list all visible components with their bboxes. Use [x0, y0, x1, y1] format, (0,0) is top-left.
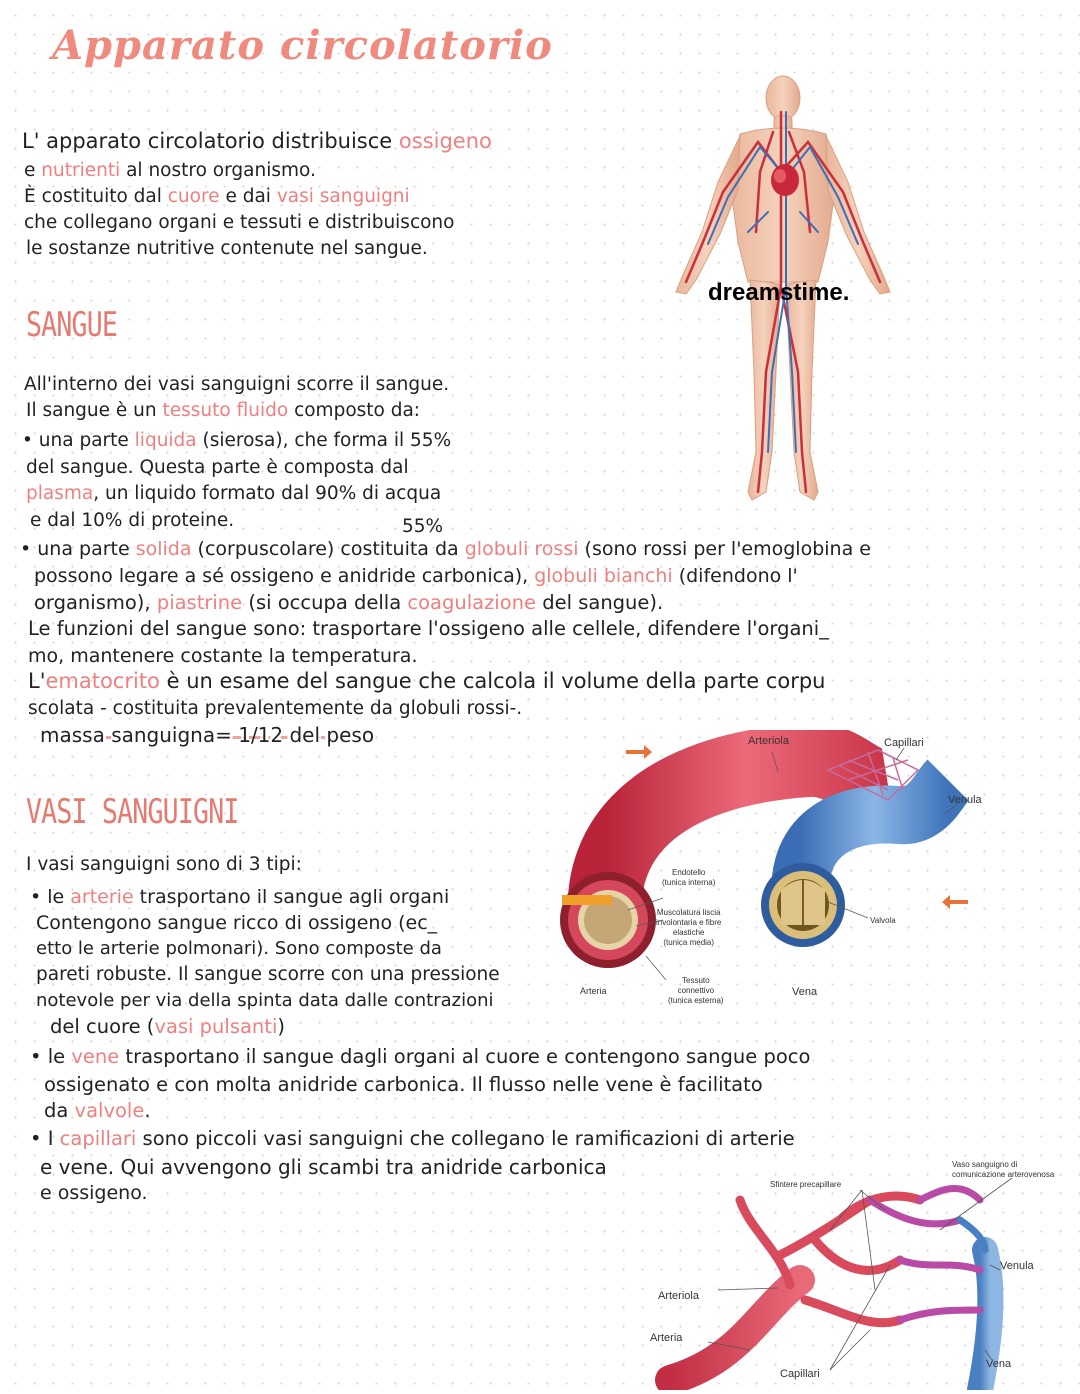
- vasi-line-7: [50, 1014, 285, 1040]
- vaso-text: Vaso sanguigno di: [952, 1160, 1018, 1169]
- highlight-nutrienti: nutrienti: [41, 160, 121, 181]
- circulatory-body-figure: [668, 72, 898, 512]
- vasi-line-4: etto le arterie polmonari). Sono composte da: [36, 938, 442, 959]
- muscolatura-text-2: involontaria e fibre: [656, 918, 722, 927]
- text: • una parte: [20, 538, 136, 560]
- text: del cuore (: [50, 1015, 155, 1038]
- vasi-line-12: e vene. Qui avvengono gli scambi tra anidride carbonica: [40, 1155, 607, 1179]
- vasi-line-6: notevole per via della spinta data dalle contrazioni: [36, 990, 494, 1011]
- highlight-valvole: valvole: [74, 1099, 145, 1122]
- tessuto-sub: (tunica esterna): [668, 996, 724, 1005]
- intro-line-3: [24, 184, 410, 210]
- text: (si occupa della: [242, 591, 408, 614]
- tessuto-text-2: connettivo: [677, 986, 715, 995]
- intro-text: e: [24, 160, 42, 181]
- sangue-line-2: [26, 398, 420, 424]
- sangue-line-12: [28, 668, 825, 694]
- vaso-text-2: comunicazione arterovenosa: [952, 1170, 1055, 1179]
- highlight-vasi: vasi sanguigni: [276, 186, 410, 207]
- text: (sono rossi per l'emoglobina e: [578, 538, 871, 560]
- highlight-tessuto-fluido: tessuto fluido: [162, 400, 289, 421]
- highlight-coagulazione: coagulazione: [407, 591, 537, 614]
- sangue-line-3: [22, 428, 451, 454]
- label-arteriola-2: Arteriola: [658, 1290, 699, 1302]
- highlight-globuli-bianchi: globuli bianchi: [534, 565, 673, 587]
- text: Il sangue è un: [26, 400, 163, 421]
- muscolatura-text-3: elastiche: [672, 928, 705, 937]
- highlight-capillari: capillari: [59, 1127, 137, 1150]
- vasi-line-5: pareti robuste. Il sangue scorre con una pressione: [36, 964, 500, 985]
- sangue-line-7: [20, 536, 871, 562]
- intro-line-1: [22, 128, 492, 154]
- text: • le: [30, 886, 71, 908]
- highlight-liquida: liquida: [134, 430, 197, 451]
- label-vena-2: Vena: [986, 1358, 1012, 1370]
- vasi-line-13: e ossigeno.: [40, 1182, 148, 1204]
- vasi-line-9: ossigenato e con molta anidride carbonica. Il flusso nelle vene è facilitato: [44, 1073, 763, 1096]
- heading-vasi-sanguigni: VASI SANGUIGNI: [26, 792, 239, 832]
- intro-text: e dai: [219, 186, 277, 207]
- label-capillari: Capillari: [884, 737, 924, 749]
- label-tessuto: [668, 976, 724, 1006]
- label-venula: Venula: [948, 794, 982, 806]
- text: • I: [30, 1127, 60, 1150]
- label-arteria: Arteria: [580, 986, 607, 996]
- sangue-line-11: mo, mantenere costante la temperatura.: [28, 645, 418, 667]
- vasi-line-2: [30, 884, 449, 910]
- text: da: [44, 1099, 75, 1122]
- muscolatura-text: Muscolatura liscia: [656, 908, 721, 917]
- sangue-line-8: [34, 563, 798, 589]
- intro-line-2: [24, 158, 316, 184]
- sangue-line-13: scolata - costituita prevalentemente da globuli rossi-.: [28, 698, 523, 719]
- highlight-ossigeno: ossigeno: [398, 129, 492, 153]
- text: è un esame del sangue che calcola il volume della parte corpu: [159, 669, 826, 693]
- text: (corpuscolare) costituita da: [191, 538, 465, 560]
- text: , un liquido formato dal 90% di acqua: [93, 483, 442, 504]
- text: • le: [30, 1045, 72, 1068]
- label-arteriola: Arteriola: [748, 735, 789, 747]
- heading-sangue: SANGUE: [26, 305, 118, 345]
- sangue-line-5: [26, 481, 441, 507]
- muscolatura-sub: (tunica media): [663, 938, 715, 947]
- highlight-cuore: cuore: [167, 186, 220, 207]
- vasi-line-11: [30, 1126, 795, 1152]
- intro-text: al nostro organismo.: [120, 160, 316, 181]
- text: ): [277, 1015, 285, 1038]
- text: trasportano il sangue agli organi: [133, 886, 450, 908]
- vasi-line-1: I vasi sanguigni sono di 3 tipi:: [26, 854, 302, 875]
- sangue-line-4: del sangue. Questa parte è composta dal: [26, 457, 409, 478]
- intro-text: È costituito dal: [24, 186, 168, 207]
- text: .: [144, 1099, 151, 1122]
- label-arteria-2: Arteria: [650, 1332, 683, 1344]
- label-sfintere-precapillare: Sfintere precapillare: [770, 1180, 842, 1189]
- text: sono piccoli vasi sanguigni che collegano le ramificazioni di arterie: [136, 1127, 795, 1150]
- sangue-55-note: 55%: [402, 516, 444, 537]
- sangue-line-10: Le funzioni del sangue sono: trasportare l'ossigeno alle cellele, difendere l'organi_: [28, 617, 829, 640]
- text: • una parte: [22, 430, 135, 451]
- label-endotelio: [662, 868, 715, 888]
- label-muscolatura: [656, 908, 721, 948]
- text: (sierosa), che forma il 55%: [196, 430, 452, 451]
- vasi-line-8: [30, 1044, 810, 1070]
- vasi-line-3: Contengono sangue ricco di ossigeno (ec_: [36, 912, 438, 934]
- text: composto da:: [288, 400, 421, 421]
- capillary-network-diagram: [640, 1160, 1060, 1390]
- sangue-line-1: All'interno dei vasi sanguigni scorre il sangue.: [24, 374, 450, 395]
- vasi-line-10: [44, 1098, 151, 1124]
- label-vena: Vena: [792, 986, 818, 998]
- highlight-solida: solida: [135, 538, 192, 560]
- blood-vessel-diagram: [548, 730, 1008, 1020]
- endotelio-sub: (tunica interna): [662, 878, 716, 887]
- label-capillari-2: Capillari: [780, 1368, 820, 1380]
- intro-line-4: che collegano organi e tessuti e distribuiscono: [24, 212, 455, 233]
- label-venula-2: Venula: [1000, 1260, 1034, 1272]
- intro-text: L' apparato circolatorio distribuisce: [22, 129, 399, 153]
- watermark: dreamstime.: [708, 279, 850, 306]
- intro-line-5: le sostanze nutritive contenute nel sangue.: [26, 238, 428, 259]
- sangue-line-6: e dal 10% di proteine.: [30, 510, 235, 531]
- endotelio-text: Endotelio: [672, 868, 706, 877]
- highlight-plasma: plasma: [26, 483, 94, 504]
- label-valvola: Valvola: [870, 916, 896, 925]
- highlight-ematocrito: ematocrito: [45, 669, 160, 693]
- highlight-arterie: arterie: [70, 886, 134, 908]
- tessuto-text: Tessuto: [682, 976, 710, 985]
- text: (difendono l': [672, 565, 798, 587]
- highlight-vene: vene: [71, 1045, 120, 1068]
- highlight-vasi-pulsanti: vasi pulsanti: [154, 1015, 278, 1038]
- text: trasportano il sangue dagli organi al cuore e contengono sangue poco: [119, 1045, 811, 1068]
- text: L': [28, 669, 46, 693]
- text: del sangue).: [536, 591, 664, 614]
- highlight-globuli-rossi: globuli rossi: [464, 538, 579, 560]
- sangue-massa-sanguigna: massa sanguigna= 1/12 del peso: [40, 723, 375, 747]
- highlight-piastrine: piastrine: [156, 591, 243, 614]
- page-title: Apparato circolatorio: [52, 22, 553, 69]
- text: possono legare a sé ossigeno e anidride carbonica),: [34, 565, 535, 587]
- text: organismo),: [34, 591, 157, 614]
- sangue-line-9: [34, 590, 663, 616]
- label-vaso-comunicazione: [952, 1160, 1054, 1180]
